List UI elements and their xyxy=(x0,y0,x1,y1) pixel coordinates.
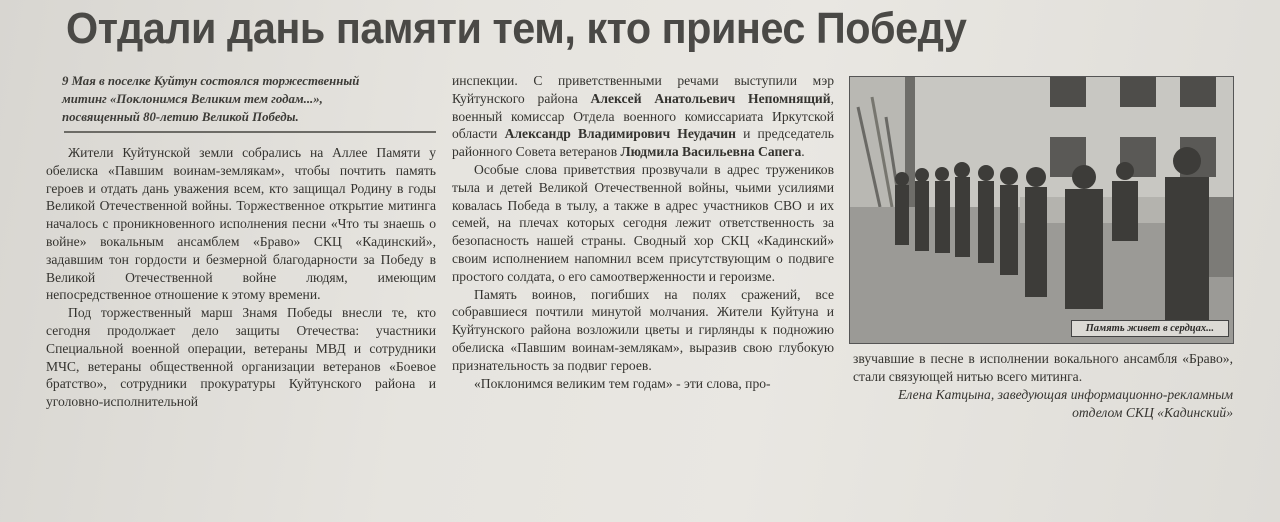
article-photo xyxy=(849,76,1234,344)
photo-caption: Память живет в сердцах... xyxy=(1071,320,1229,337)
col2-paragraph-3: Память воинов, погибших на полях сражений, все собравшиеся почтили минутой молчания. Жители Куйтуна и Куйтунского района возложили цветы и гирлянды к подножию обелиска «Павшим воинам-землякам», выразив свою глубокую признательность за подвиг героев. xyxy=(452,286,834,373)
col1-paragraph-2: Под торжественный марш Знамя Победы внесли те, кто сегодня продолжает дело защиты Отечества: участники Специальной военной операции, ветераны МВД и сотрудники МЧС, ветераны общественной организации ветеранов «Боевое братство», сотрудники прокуратуры Куйтунского района и уголовно-исполнительной xyxy=(46,305,436,410)
col3-paragraph: звучавшие в песне в исполнении вокального ансамбля «Браво», стали связующей нитью всего митинга. xyxy=(853,351,1233,384)
ceremony-photo-illustration xyxy=(850,77,1233,343)
article-lead: 9 Мая в поселке Куйтун состоялся торжественный митинг «Поклонимся Великим тем годам...», посвященный 80-летию Великой Победы. xyxy=(62,74,360,124)
article-column-1 xyxy=(46,72,436,411)
col2-p1-text-b: , военный комиссар Отдела военного комиссариата Иркутской области xyxy=(452,90,834,142)
speaker-name-2: Александр Владимирович Неудачин xyxy=(504,126,736,142)
col2-p1-text-a: инспекции. С приветственными речами выступили мэр Куйтунского района xyxy=(452,73,834,106)
speaker-name-3: Людмила Васильевна Сапега xyxy=(620,144,802,160)
author-signature: Елена Катцына, заведующая информационно-рекламным отделом СКЦ «Кадинский» xyxy=(898,387,1233,420)
col2-p1-text-c: и председатель районного Совета ветеранов xyxy=(452,126,834,160)
speaker-name-1: Алексей Анатольевич Непомнящий xyxy=(590,90,831,106)
col2-paragraph-4: «Поклонимся великим тем годам» - эти слова, про- xyxy=(474,375,771,391)
article-headline: Отдали дань памяти тем, кто принес Победу xyxy=(66,4,967,53)
col2-paragraph-1 xyxy=(452,72,834,161)
article-column-2 xyxy=(452,72,834,392)
col2-p1-text-d: . xyxy=(801,144,805,160)
lead-divider xyxy=(64,131,436,133)
col2-paragraph-2: Особые слова приветствия прозвучали в адрес тружеников тыла и детей Великой Отечественной войны, чьими усилиями ковалась Победа в тылу, а также в адрес участников СВО и их семей, на плечах которых сегодня лежит ответственность за безопасность нашей страны. Сводный хор СКЦ «Кадинский» своим исполнением напомнил всем присутствующим о подвиге простого солдата, о его самоотверженности и героизме. xyxy=(452,161,834,284)
article-column-3 xyxy=(853,350,1233,386)
col1-paragraph-1: Жители Куйтунской земли собрались на Аллее Памяти у обелиска «Павшим воинам-землякам», чтобы почтить память героев и отдать дань уважения всем, кто защищал Родину в годы Великой Отечественной войны. Торжественное открытие митинга началось с проникновенного исполнения песни «Что ты знаешь о войне» вокальным ансамблем «Браво» СКЦ «Кадинский», задавшим тон гордости и безмерной благодарности за Победу в Великой Отечественной войне людям, имеющим непосредственное отношение к этому времени. xyxy=(46,145,436,303)
